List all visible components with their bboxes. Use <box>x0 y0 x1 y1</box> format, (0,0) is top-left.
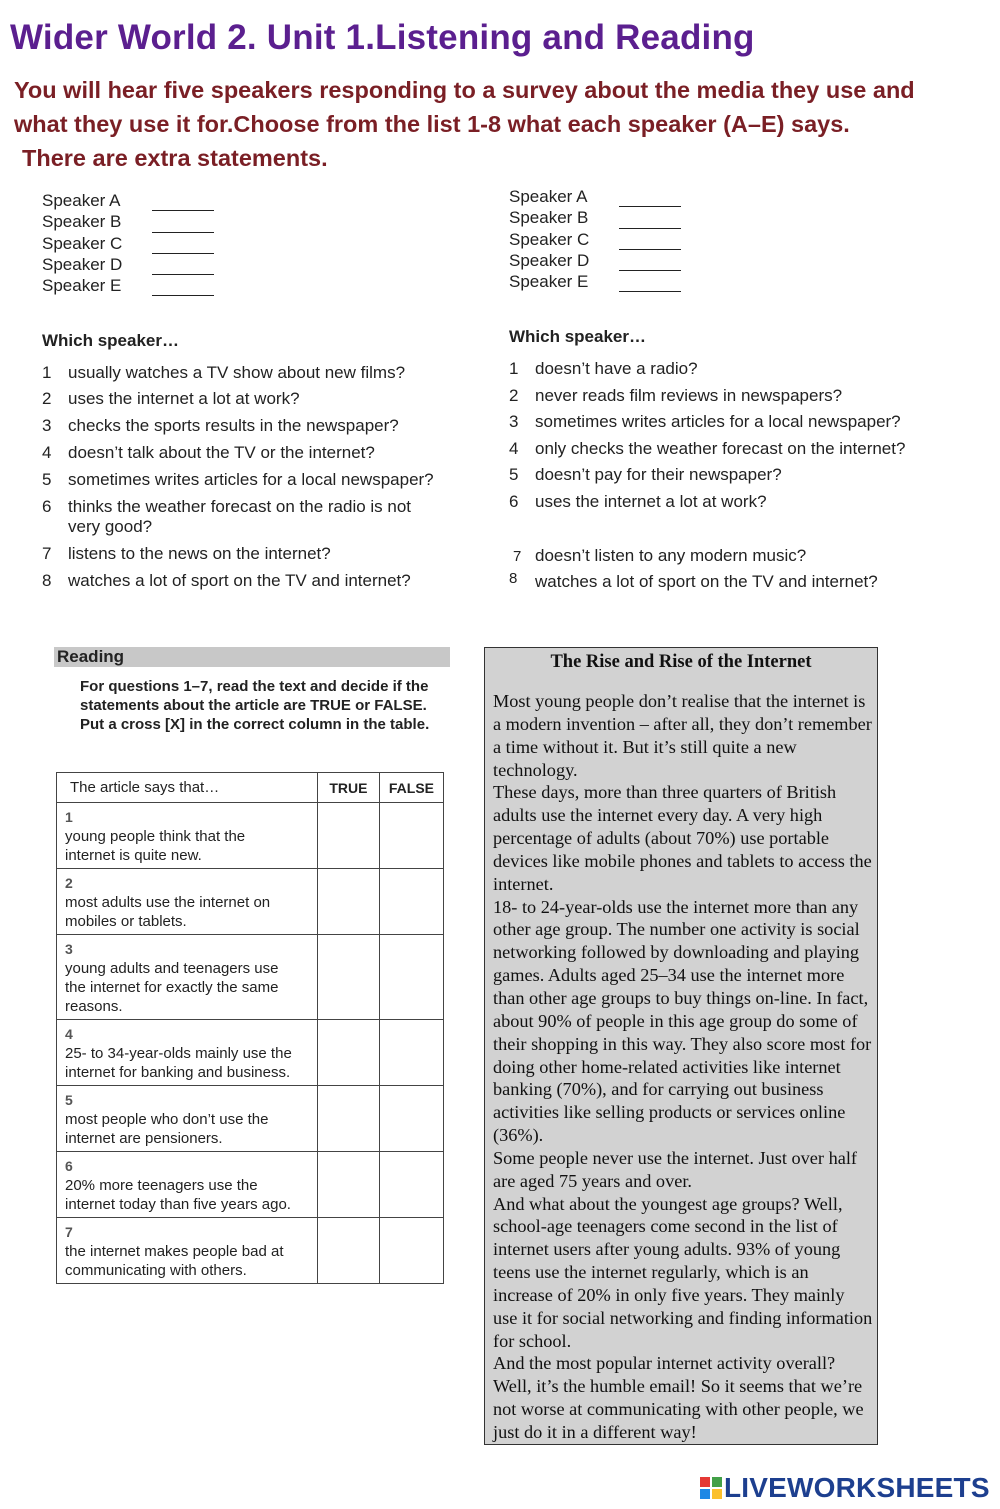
speaker-row <box>509 250 681 271</box>
question-number: 2 <box>42 389 52 408</box>
list-item <box>42 571 411 591</box>
list-item <box>509 439 905 459</box>
question-number: 2 <box>509 386 519 405</box>
answer-blank[interactable] <box>619 235 681 250</box>
table-row <box>57 1086 444 1152</box>
question-list-left <box>42 363 482 593</box>
question-text: checks the sports results in the newspaper? <box>68 416 399 435</box>
statement-text: young people think that the internet is quite new. <box>65 828 246 864</box>
true-answer-cell[interactable] <box>318 1152 380 1218</box>
list-item <box>42 363 405 383</box>
speaker-row <box>42 190 214 211</box>
table-header-row <box>57 773 444 803</box>
question-text: thinks the weather forecast on the radio is not <box>68 497 412 516</box>
statement-cell <box>57 1218 318 1284</box>
list-item <box>509 386 842 406</box>
liveworksheets-icon <box>700 1477 722 1499</box>
speaker-row <box>509 271 681 292</box>
question-number: 5 <box>509 465 519 484</box>
speaker-row <box>42 254 214 275</box>
question-text: doesn’t talk about the TV or the internet? <box>68 443 375 462</box>
speaker-label: Speaker B <box>509 208 589 228</box>
article-title: The Rise and Rise of the Internet <box>550 652 812 672</box>
statement-number: 6 <box>65 1158 73 1174</box>
statement-text: most adults use the internet on mobiles or tablets. <box>65 894 271 930</box>
question-number: 1 <box>509 359 519 378</box>
question-text: only checks the weather forecast on the internet? <box>535 439 906 458</box>
answer-blank[interactable] <box>619 256 681 271</box>
answer-blank[interactable] <box>619 192 681 207</box>
answer-blank[interactable] <box>152 239 214 254</box>
question-number: 6 <box>509 492 519 511</box>
true-answer-cell[interactable] <box>318 1086 380 1152</box>
question-number: 7 <box>42 544 52 563</box>
column-header-true: TRUE <box>318 773 380 803</box>
reading-heading: Reading <box>54 647 450 667</box>
listening-instructions <box>14 73 994 175</box>
false-answer-cell[interactable] <box>379 1152 443 1218</box>
statement-text: 20% more teenagers use the internet today than five years ago. <box>65 1177 291 1213</box>
true-answer-cell[interactable] <box>318 1020 380 1086</box>
list-item <box>509 572 878 592</box>
article-body <box>493 690 873 1444</box>
question-number: 7 <box>513 548 522 565</box>
reading-instructions: For questions 1–7, read the text and decide if the statements about the article are TRUE or FALSE. Put a cross [X] in the correct column in the table. <box>80 678 430 733</box>
speaker-label: Speaker D <box>509 250 590 270</box>
speaker-label: Speaker D <box>42 254 123 274</box>
column-header-statement: The article says that… <box>57 773 318 803</box>
question-text-continued: very good? <box>68 517 153 536</box>
statement-cell <box>57 869 318 935</box>
article-paragraph: Most young people don’t realise that the internet is a modern invention – after all, they don’t remember a time without it. But it’s still quite a new technology. <box>493 691 872 780</box>
logo-text: LIVEWORKSHEETS <box>724 1472 990 1503</box>
which-speaker-heading-left: Which speaker… <box>42 331 179 350</box>
speakers-list-right <box>509 186 681 292</box>
list-item <box>42 544 331 564</box>
table-row <box>57 935 444 1020</box>
list-item <box>42 443 375 463</box>
question-number: 6 <box>42 497 52 516</box>
question-text: doesn’t listen to any modern music? <box>535 546 807 565</box>
question-number: 4 <box>42 443 52 462</box>
false-answer-cell[interactable] <box>379 935 443 1020</box>
question-text: sometimes writes articles for a local newspaper? <box>68 470 434 489</box>
question-number: 8 <box>42 571 52 590</box>
answer-blank[interactable] <box>152 196 214 211</box>
speaker-label: Speaker A <box>42 191 121 210</box>
statement-cell <box>57 803 318 869</box>
speaker-label: Speaker C <box>509 229 590 249</box>
question-text-block <box>68 497 411 537</box>
answer-blank[interactable] <box>619 277 681 292</box>
liveworksheets-logo[interactable] <box>700 1470 990 1506</box>
true-answer-cell[interactable] <box>318 803 380 869</box>
answer-blank[interactable] <box>152 281 214 296</box>
statement-number: 3 <box>65 941 73 957</box>
list-item <box>42 416 399 436</box>
statement-number: 2 <box>65 875 73 891</box>
instructions-line-1: You will hear five speakers responding to a survey about the media they use and <box>14 77 915 103</box>
answer-blank[interactable] <box>152 218 214 233</box>
list-item <box>42 470 434 490</box>
question-text: doesn’t pay for their newspaper? <box>535 465 782 484</box>
column-header-false: FALSE <box>379 773 443 803</box>
instructions-line-3: There are extra statements. <box>22 145 328 171</box>
answer-blank[interactable] <box>152 260 214 275</box>
list-item <box>509 412 901 432</box>
statement-text: 25- to 34-year-olds mainly use the internet for banking and business. <box>65 1045 292 1081</box>
speaker-label: Speaker E <box>509 272 589 292</box>
speaker-row <box>42 233 214 254</box>
question-list-right <box>509 359 979 594</box>
list-item <box>509 492 767 512</box>
speaker-label: Speaker A <box>509 187 588 206</box>
false-answer-cell[interactable] <box>379 803 443 869</box>
article-paragraph: And what about the youngest age groups? Well, school-age teenagers come second in the list of internet users after young adults. 93% of young teens use the internet regularly, which is an increase of 20% in only five years. They mainly use it for social networking and finding information for school. <box>493 1193 873 1351</box>
question-number: 3 <box>42 416 52 435</box>
statement-text: young adults and teenagers use the internet for exactly the same reasons. <box>65 960 279 1015</box>
question-text: watches a lot of sport on the TV and internet? <box>68 571 411 590</box>
speaker-label: Speaker C <box>42 233 123 253</box>
list-item <box>509 465 782 485</box>
true-false-table <box>56 772 444 1284</box>
question-number: 8 <box>509 570 518 587</box>
page-title: Wider World 2. Unit 1.Listening and Reading <box>10 18 755 57</box>
table-row <box>57 1218 444 1284</box>
question-text: doesn’t have a radio? <box>535 359 698 378</box>
statement-number: 1 <box>65 809 73 825</box>
question-number: 4 <box>509 439 519 458</box>
statement-number: 5 <box>65 1092 73 1108</box>
question-number: 1 <box>42 363 52 382</box>
statement-text: the internet makes people bad at communicating with others. <box>65 1243 284 1279</box>
list-item <box>42 497 411 537</box>
statement-cell <box>57 935 318 1020</box>
statement-cell <box>57 1020 318 1086</box>
speaker-row <box>509 229 681 250</box>
table-row <box>57 803 444 869</box>
instructions-line-2: what they use it for.Choose from the list 1-8 what each speaker (A–E) says. <box>14 111 850 137</box>
true-answer-cell[interactable] <box>318 935 380 1020</box>
article-paragraph: Some people never use the internet. Just over half are aged 75 years and over. <box>493 1147 857 1191</box>
list-item <box>509 359 698 379</box>
statement-text: most people who don’t use the internet are pensioners. <box>65 1111 269 1147</box>
false-answer-cell[interactable] <box>379 1020 443 1086</box>
article-paragraph: These days, more than three quarters of British adults use the internet every day. A very high percentage of adults (about 70%) use portable devices like mobile phones and tablets to access the internet. <box>493 782 872 894</box>
statement-cell <box>57 1086 318 1152</box>
table-row <box>57 869 444 935</box>
question-number: 5 <box>42 470 52 489</box>
list-item <box>42 389 300 409</box>
false-answer-cell[interactable] <box>379 1086 443 1152</box>
question-text: listens to the news on the internet? <box>68 544 331 563</box>
question-text: watches a lot of sport on the TV and internet? <box>535 572 878 591</box>
question-text: usually watches a TV show about new films? <box>68 363 406 382</box>
article-paragraph: 18- to 24-year-olds use the internet more than any other age group. The number one activity is social networking followed by downloading and playing games. Adults aged 25–34 use the internet more than other age groups to buy things on-line. In fact, about 90% of people in this age group do some of their shopping in this way. They also score most for doing other home-related activities like internet banking (70%), and for carrying out business activities like selling products or services online (36%). <box>493 896 872 1146</box>
article-box <box>484 647 878 1445</box>
true-answer-cell[interactable] <box>318 869 380 935</box>
statement-cell <box>57 1152 318 1218</box>
question-text: uses the internet a lot at work? <box>68 389 300 408</box>
question-text: sometimes writes articles for a local newspaper? <box>535 412 901 431</box>
question-number: 3 <box>509 412 519 431</box>
table-row <box>57 1020 444 1086</box>
speakers-list-left <box>42 190 214 296</box>
false-answer-cell[interactable] <box>379 1218 443 1284</box>
article-paragraph: And the most popular internet activity overall? Well, it’s the humble email! So it seems that we’re not worse at communicating with other people, we just do it in a different way! <box>493 1353 864 1442</box>
question-text: never reads film reviews in newspapers? <box>535 386 843 405</box>
question-text: uses the internet a lot at work? <box>535 492 767 511</box>
speaker-row <box>42 211 214 232</box>
which-speaker-heading-right: Which speaker… <box>509 327 646 346</box>
speaker-row <box>42 275 214 296</box>
false-answer-cell[interactable] <box>379 869 443 935</box>
speaker-row <box>509 207 681 228</box>
answer-blank[interactable] <box>619 214 681 229</box>
speaker-label: Speaker B <box>42 212 122 232</box>
speaker-row <box>509 186 681 207</box>
table-row <box>57 1152 444 1218</box>
list-item <box>509 546 806 566</box>
true-answer-cell[interactable] <box>318 1218 380 1284</box>
statement-number: 7 <box>65 1224 73 1240</box>
statement-number: 4 <box>65 1026 73 1042</box>
speaker-label: Speaker E <box>42 276 122 296</box>
